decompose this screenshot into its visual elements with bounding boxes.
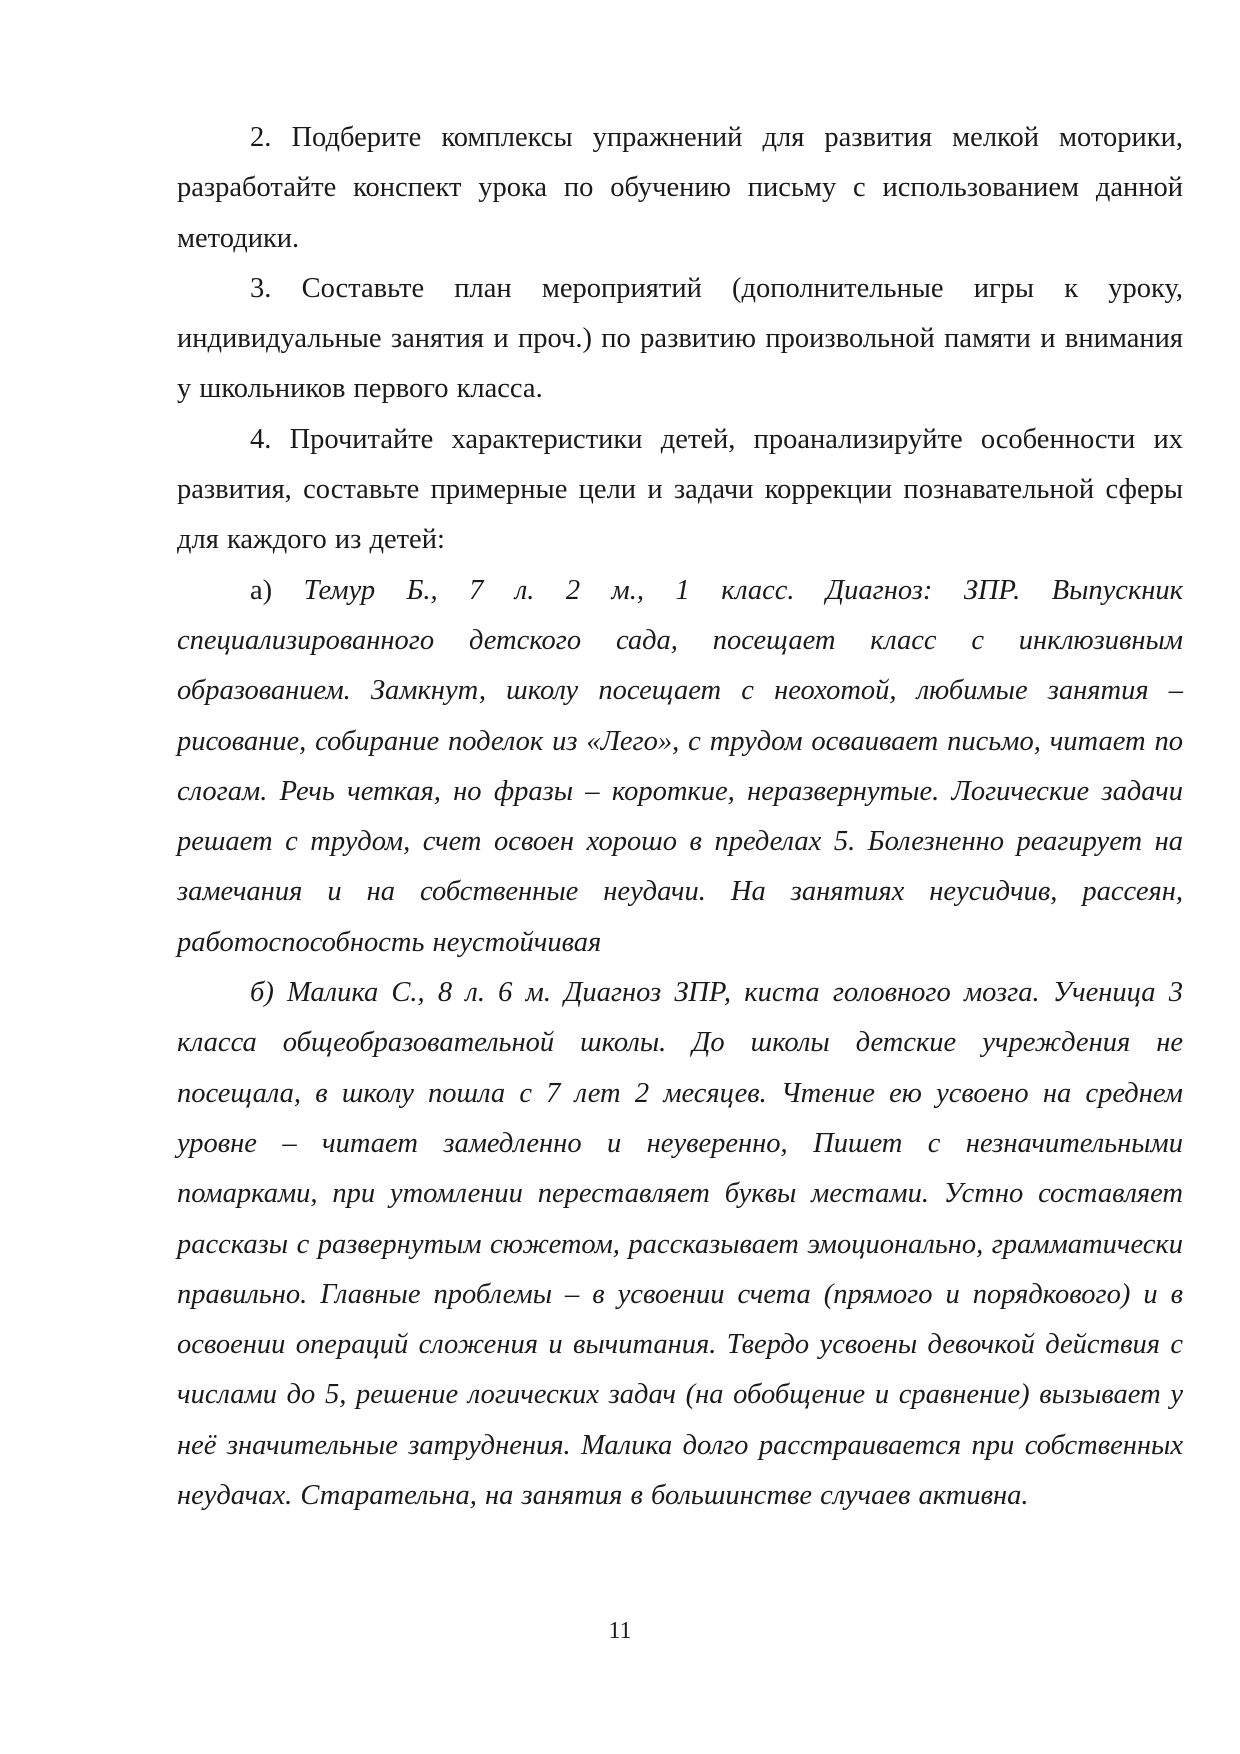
page-number: 11 [608,1618,632,1644]
case-a-text: Темур Б., 7 л. 2 м., 1 класс. Диагноз: ЗПР. Выпускник специализированного детского сада, посещает класс с инклюзивным образованием. Замкнут, школу посещает с неохотой, любимые занятия – рисование, собирание поделок из «Лего», с трудом осваивает письмо, читает по слогам. Речь четкая, но фразы – короткие, неразвернутые. Логические задачи решает с трудом, счет освоен хорошо в пределах 5. Болезненно реагирует на замечания и на собственные неудачи. На занятиях неусидчив, рассеян, работоспособность неустойчивая [177,574,1184,958]
paragraph-case-a [177,566,1183,968]
paragraph-task-2: 2. Подберите комплексы упражнений для развития мелкой моторики, разработайте конспект урока по обучению письму с использованием данной методики. [177,122,1183,254]
paragraph-task-4: 4. Прочитайте характеристики детей, проанализируйте особенности их развития, составьте примерные цели и задачи коррекции познавательной сферы для каждого из детей: [177,423,1183,556]
paragraph-case-b: б) Малика С., 8 л. 6 м. Диагноз ЗПР, киста головного мозга. Ученица 3 класса общеобразовательной школы. До школы детские учреждения не посещала, в школу пошла с 7 лет 2 месяцев. Чтение ею усвоено на среднем уровне – читает замедленно и неуверенно, Пишет с незначительными помарками, при утомлении переставляет буквы местами. Устно составляет рассказы с развернутым сюжетом, рассказывает эмоционально, грамматически правильно. Главные проблемы – в усвоении счета (прямого и порядкового) и в освоении операций сложения и вычитания. Твердо усвоены девочкой действия с числами до 5, решение логических задач (на обобщение и сравнение) вызывает у неё значительные затруднения. Малика долго расстраивается при собственных неудачах. Старательна, на занятия в большинстве случаев активна. [177,977,1183,1512]
paragraph-task-3: 3. Составьте план мероприятий (дополнительные игры к уроку, индивидуальные занятия и проч.) по развитию произвольной памяти и внимания у школьников первого класса. [177,272,1183,405]
page-body [177,113,1183,1521]
case-a-marker: а) [250,574,273,606]
